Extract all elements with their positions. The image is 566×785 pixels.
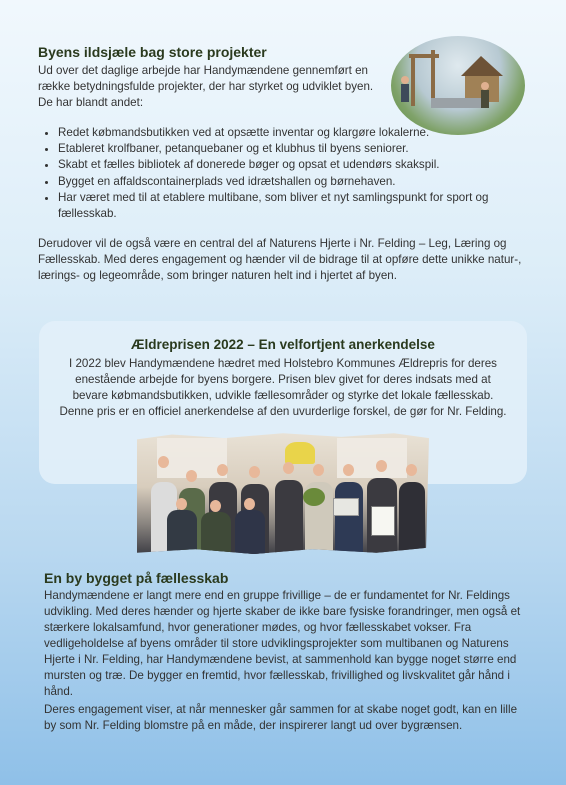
person-head [343, 464, 354, 476]
person-figure [167, 510, 197, 554]
person-head [249, 466, 260, 478]
award-title: Ældreprisen 2022 – En velfortjent anerkendelse [131, 337, 435, 352]
intro-paragraph: Ud over det daglige arbejde har Handymændene gennemført en række betydningsfulde projekter, der har styrket og udviklet byen. De har blandt andet: [38, 64, 374, 109]
person-figure [399, 482, 425, 554]
closing-paragraph: Deres engagement viser, at når mennesker går sammen for at skabe noget godt, kan en lille by som Nr. Felding blomstre på en måde, der inspirerer langt ud over bygrænsen. [44, 703, 518, 732]
person-figure [235, 510, 265, 554]
list-item: • Har været med til at etablere multibane, som bliver et nyt samlingspunkt for sport og fællesskab. [58, 190, 528, 222]
community-paragraph: Handymændene er langt mere end en gruppe frivillige – de er fundamentet for Nr. Feldings udvikling. Med deres hænder og hjerte skaber de ikke bare fysiske forandringer, men også et stærkere lokalsamfund, hvor generationer mødes, og hvor fællesskabet vokser. Fra vedligeholdelse af byens områder til store udviklingsprojekter som multibanen og Naturens Hjerte i Nr. Felding, har Handymændene bevist, at sammenhold kan bygge noget større end mursten og træ. De bygger en fremtid, hvor fællesskab, frivillighed og livskvalitet går hånd i hånd. [44, 589, 521, 698]
group-photo [137, 432, 429, 554]
award-text: I 2022 blev Handymændene hædret med Holstebro Kommunes Ældrepris for deres enestående arbejde for byens borgere. Prisen blev givet for deres indsats med at bevare købmandsbutikken, udvikle fællesområder og styrke det lokale fællesskab. [69, 357, 497, 402]
photo-yellow-object [285, 442, 315, 464]
naturens-hjerte-paragraph: Derudover vil de også være en central del af Naturens Hjerte i Nr. Felding – Leg, Læring og Fællesskab. Med deres engagement og hænder vil de bidrage til at opføre dette unikke natur-, lærings- og legeområde, som bringer naturen helt ind i hjertet af byen. [38, 237, 522, 283]
person-head [158, 456, 169, 468]
list-item: • Etableret krolfbaner, petanquebaner og et klubhus til byens seniorer. [58, 141, 528, 157]
person-figure [275, 480, 303, 554]
workshop-photo [391, 36, 525, 135]
person-head [313, 464, 324, 476]
award-certificate [371, 506, 395, 536]
flower-bouquet [303, 488, 325, 506]
list-item: • Redet købmandsbutikken ved at opsætte inventar og klargøre lokalerne. [58, 125, 528, 141]
person-head [186, 470, 197, 482]
person-head [406, 464, 417, 476]
projects-list [38, 125, 528, 222]
person-head [176, 498, 187, 510]
workshop-photo-illustration [391, 36, 525, 135]
section-community [44, 570, 528, 734]
section-title: En by bygget på fællesskab [44, 570, 229, 586]
award-text-2: Denne pris er en officiel anerkendelse af den uvurderlige forskel, de gør for Nr. Felding. [59, 405, 507, 418]
gift-box [333, 498, 359, 516]
section-title: Byens ildsjæle bag store projekter [38, 44, 267, 60]
person-head [210, 500, 221, 512]
person-head [244, 498, 255, 510]
person-head [283, 462, 294, 474]
list-item: • Bygget en affaldscontainerplads ved idrætshallen og børnehaven. [58, 174, 528, 190]
person-head [376, 460, 387, 472]
person-figure [335, 482, 363, 554]
person-head [217, 464, 228, 476]
list-item: • Skabt et fælles bibliotek af donerede bøger og opsat et udendørs skakspil. [58, 157, 528, 173]
person-figure [201, 512, 231, 554]
